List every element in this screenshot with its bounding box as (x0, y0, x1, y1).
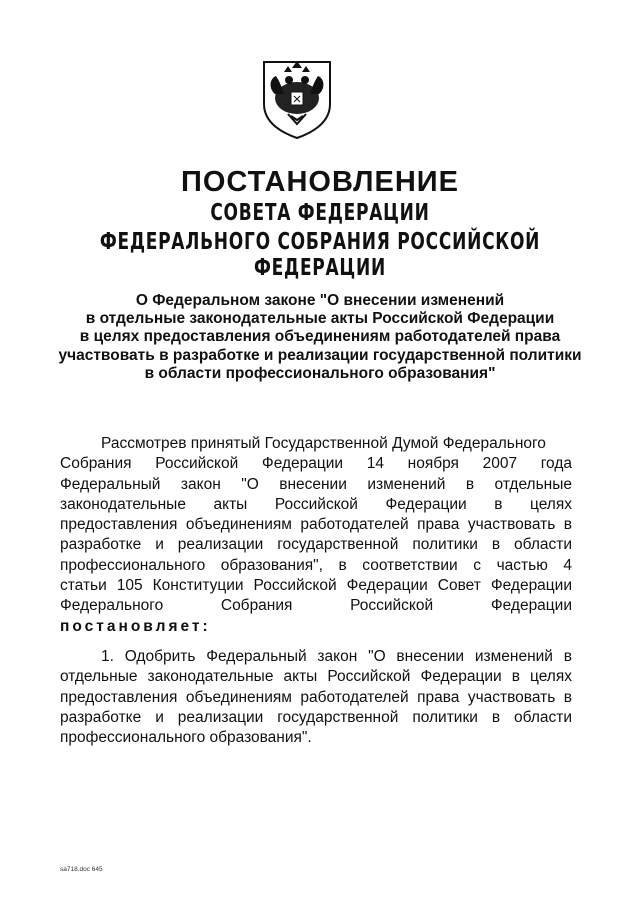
point-1-line: предоставления объединениям работодателей права участвовать в (60, 688, 572, 706)
coat-of-arms-emblem (258, 58, 336, 140)
point-1-line: разработке и реализации государственной политики в области (60, 708, 572, 726)
subject-line: в области профессионального образования" (144, 364, 496, 382)
file-reference: sa718.doc 645 (60, 866, 103, 873)
point-1-line: отдельные законодательные акты Российской Федерации в целях (60, 668, 572, 686)
issuer-line-2: ФЕДЕРАЛЬНОГО СОБРАНИЯ РОССИЙСКОЙ ФЕДЕРАЦИИ (99, 229, 541, 281)
preamble-line: профессионального образования", в соответствии с частью 4 (60, 556, 572, 574)
preamble-line: Собрания Российской Федерации 14 ноября 2007 года (60, 455, 572, 473)
preamble-line: разработке и реализации государственной политики в области (60, 536, 572, 554)
russian-coat-of-arms-icon (258, 58, 336, 140)
decree-word: постановляет: (60, 617, 211, 635)
issuer-line-1: СОВЕТА ФЕДЕРАЦИИ (210, 200, 430, 226)
subject-line: в отдельные законодательные акты Российской Федерации (85, 310, 555, 328)
preamble-line: законодательные акты Российской Федерации в целях (60, 495, 572, 513)
document-subject (0, 292, 640, 383)
subject-line: О Федеральном законе "О внесении изменений (135, 292, 505, 309)
subject-line: участвовать в разработке и реализации государственной политики (58, 346, 582, 364)
subject-line: в целях предоставления объединениям работодателей права (79, 328, 561, 346)
document-title: ПОСТАНОВЛЕНИЕ (181, 166, 459, 198)
preamble-line: предоставления объединениям работодателей права участвовать в (60, 516, 572, 534)
preamble-line: Федеральный закон "О внесении изменений в отдельные (60, 475, 572, 493)
point-1-paragraph (60, 647, 572, 748)
preamble-line: Федерального Собрания Российской Федерации (60, 597, 572, 615)
point-1-line: 1. Одобрить Федеральный закон "О внесении изменений в (101, 648, 572, 665)
preamble-line: статьи 105 Конституции Российской Федерации Совет Федерации (60, 577, 572, 595)
preamble-paragraph (60, 434, 572, 637)
point-1-line: профессионального образования". (60, 729, 312, 747)
preamble-line: Рассмотрев принятый Государственной Думой Федерального (101, 435, 546, 452)
